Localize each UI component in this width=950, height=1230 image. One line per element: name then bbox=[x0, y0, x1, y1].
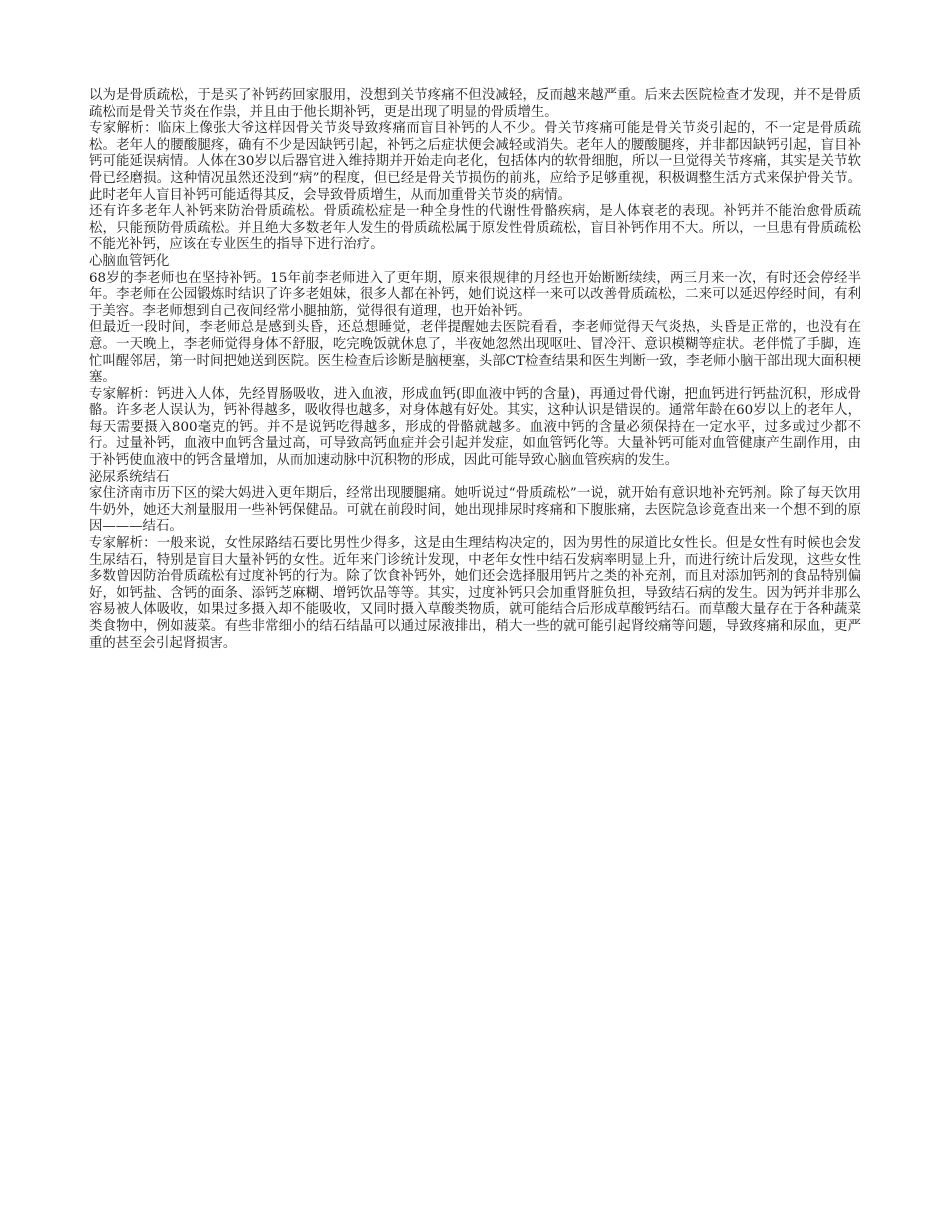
paragraph-teacher-li-stroke: 但最近一段时间，李老师总是感到头昏，还总想睡觉，老伴提醒她去医院看看，李老师觉得天气炎热，头昏是正常的，也没有在意。一天晚上，李老师觉得身体不舒服，吃完晚饭就休息了，半夜她忽然出现呕吐、冒冷汗、意识模糊等症状。老伴慌了手脚，连忙叫醒邻居，第一时间把她送到医院。医生检查后诊断是脑梗塞，头部CT检查结果和医生判断一致，李老师小脑干部出现大面积梗塞。 bbox=[89, 320, 861, 386]
paragraph-expert-analysis-calcium-blood: 专家解析：钙进入人体，先经胃肠吸收，进入血液，形成血钙(即血液中钙的含量)，再通过骨代谢，把血钙进行钙盐沉积，形成骨骼。许多老人误认为，钙补得越多，吸收得也越多，对身体越有好处。其实，这种认识是错误的。通常年龄在60岁以上的老年人，每天需要摄入800毫克的钙。并不是说钙吃得越多，形成的骨骼就越多。血液中钙的含量必须保持在一定水平，过多或过少都不行。过量补钙，血液中血钙含量过高，可导致高钙血症并会引起并发症，如血管钙化等。大量补钙可能对血管健康产生副作用，由于补钙使血液中的钙含量增加，从而加速动脉中沉积物的形成，因此可能导致心脑血管疾病的发生。 bbox=[89, 386, 861, 469]
section-heading-urinary-stones: 泌尿系统结石 bbox=[89, 469, 170, 485]
paragraph-expert-analysis-kidney-stones: 专家解析：一般来说，女性尿路结石要比男性少得多，这是由生理结构决定的，因为男性的尿道比女性长。但是女性有时候也会发生尿结石，特别是盲目大量补钙的女性。近年来门诊统计发现，中老年女性中结石发病率明显上升，而进行统计后发现，这些女性多数曾因防治骨质疏松有过度补钙的行为。除了饮食补钙外，她们还会选择服用钙片之类的补充剂，而且对添加钙剂的食品特别偏好，如钙盐、含钙的面条、添钙芝麻糊、增钙饮品等等。其实，过度补钙只会加重肾脏负担，导致结石病的发生。因为钙并非那么容易被人体吸收，如果过多摄入却不能吸收，又同时摄入草酸类物质，就可能结合后形成草酸钙结石。而草酸大量存在于各种蔬菜类食物中，例如菠菜。有些非常细小的结石结晶可以通过尿液排出，稍大一些的就可能引起肾绞痛等问题，导致疼痛和尿血，更严重的甚至会引起肾损害。 bbox=[89, 536, 861, 651]
paragraph-misdiagnosis-osteoarthritis: 以为是骨质疏松，于是买了补钙药回家服用，没想到关节疼痛不但没减轻，反而越来越严重。后来去医院检查才发现，并不是骨质疏松而是骨关节炎在作祟，并且由于他长期补钙，更是出现了明显的骨质增生。 bbox=[89, 88, 861, 120]
paragraph-osteoporosis-treatment: 还有许多老年人补钙来防治骨质疏松。骨质疏松症是一种全身性的代谢性骨骼疾病，是人体衰老的表现。补钙并不能治愈骨质疏松，只能预防骨质疏松。并且绝大多数老年人发生的骨质疏松属于原发性骨质疏松，盲目补钙作用不大。所以，一旦患有骨质疏松不能光补钙，应该在专业医生的指导下进行治疗。 bbox=[89, 204, 861, 253]
document-body bbox=[89, 88, 861, 652]
paragraph-teacher-li-story: 68岁的李老师也在坚持补钙。15年前李老师进入了更年期，原来很规律的月经也开始断断续续，两三月来一次，有时还会停经半年。李老师在公园锻炼时结识了许多老姐妹，很多人都在补钙，她们说这样一来可以改善骨质疏松，二来可以延迟停经时间，有利于美容。李老师想到自己夜间经常小腿抽筋，觉得很有道理，也开始补钙。 bbox=[89, 270, 861, 319]
paragraph-aunt-liang-story: 家住济南市历下区的梁大妈进入更年期后，经常出现腰腿痛。她听说过“骨质疏松”一说，就开始有意识地补充钙剂。除了每天饮用牛奶外，她还大剂量服用一些补钙保健品。可就在前段时间，她出现排尿时疼痛和下腹胀痛，去医院急诊竟查出来一个想不到的原因———结石。 bbox=[89, 486, 861, 535]
paragraph-expert-analysis-joint-pain: 专家解析：临床上像张大爷这样因骨关节炎导致疼痛而盲目补钙的人不少。骨关节疼痛可能是骨关节炎引起的，不一定是骨质疏松。老年人的腰酸腿疼，确有不少是因缺钙引起，补钙之后症状便会减轻或消失。老年人的腰酸腿疼，并非都因缺钙引起，盲目补钙可能延误病情。人体在30岁以后器官进入维持期并开始走向老化，包括体内的软骨细胞，所以一旦觉得关节疼痛，其实是关节软骨已经磨损。这种情况虽然还没到“病”的程度，但已经是骨关节损伤的前兆，应给予足够重视，积极调整生活方式来保护骨关节。此时老年人盲目补钙可能适得其反，会导致骨质增生，从而加重骨关节炎的病情。 bbox=[89, 121, 861, 203]
section-heading-cardiovascular-calcification: 心脑血管钙化 bbox=[89, 253, 170, 269]
